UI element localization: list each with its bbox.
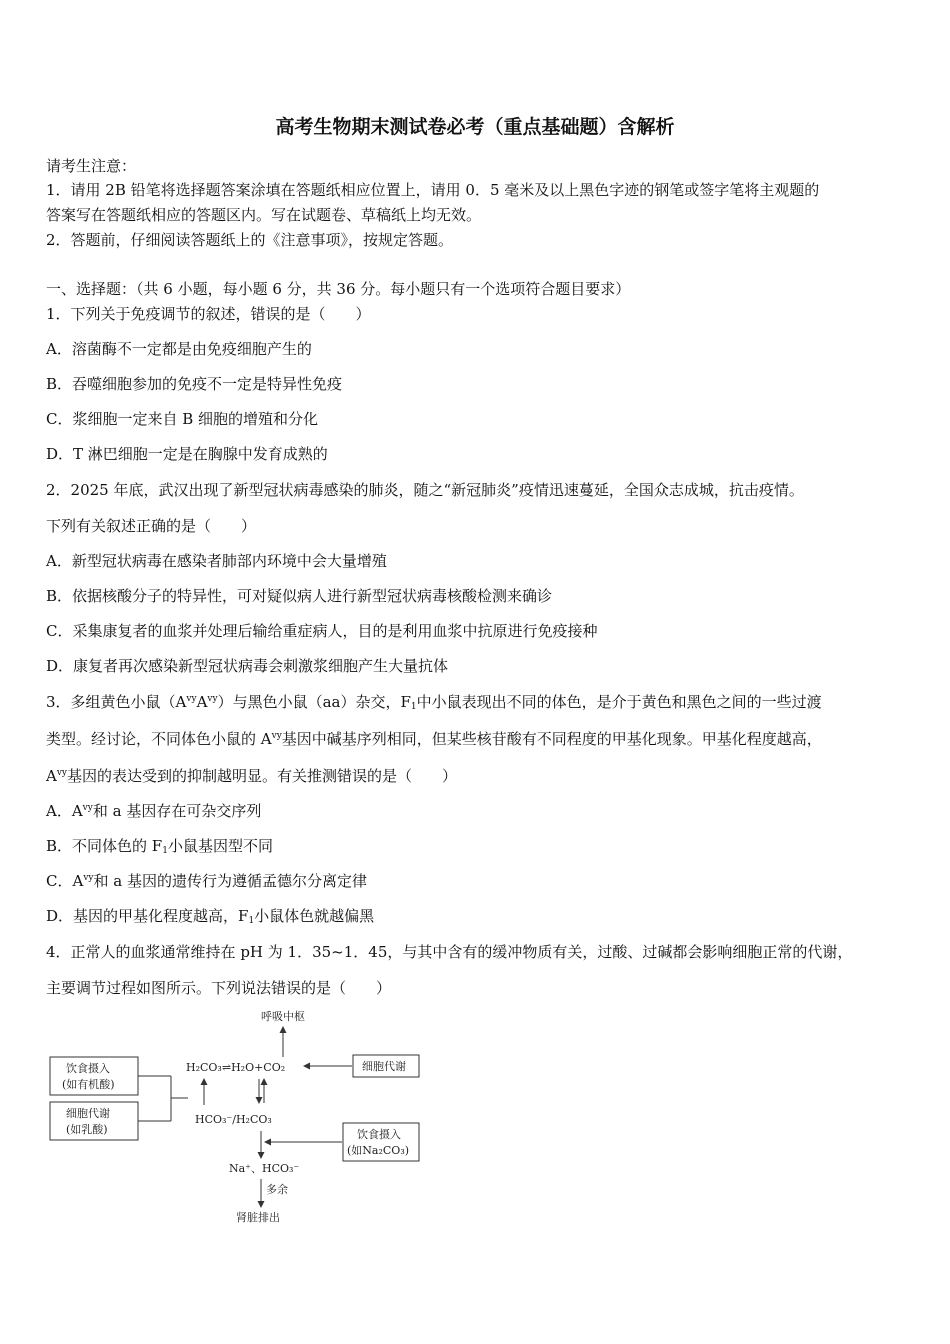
food-intake-left-label-2: (如有机酸) <box>62 1078 115 1091</box>
excess-label: 多余 <box>266 1183 288 1196</box>
page-title: 高考生物期末测试卷必考（重点基础题）含解析 <box>275 116 675 138</box>
q3-option-b: B．不同体色的 $F_1$小鼠基因型不同 <box>46 837 273 856</box>
q3-stem-line-1: 3．多组黄色小鼠$(A^{vy}A^{vy})$与黑色小鼠（aa）杂交，$F_1$中小鼠表现出不同的体色，是介于黄色和黑色之间的一些过渡 <box>46 693 822 712</box>
respiratory-center-label: 呼吸中枢 <box>261 1010 305 1023</box>
q2-stem-b: 下列有关叙述正确的是（ ） <box>46 517 257 535</box>
cell-metabolism-left-label-2: (如乳酸) <box>66 1123 108 1136</box>
section-heading: 一、选择题：（共 6 小题，每小题 6 分，共 36 分。每小题只有一个选项符合题目要求） <box>46 280 631 298</box>
notice-item-1a: 1．请用 2B 铅笔将选择题答案涂填在答题纸相应位置上，请用 0．5 毫米及以上黑色字迹的钢笔或签字笔将主观题的 <box>46 181 820 199</box>
carbonic-acid-equation: H₂CO₃⇌H₂O+CO₂ <box>186 1061 286 1074</box>
q4-stem-b: 主要调节过程如图所示。下列说法错误的是（ ） <box>46 979 392 997</box>
food-intake-right-label-1: 饮食摄入 <box>357 1128 401 1141</box>
q2-option-b: B．依据核酸分子的特异性，可对疑似病人进行新型冠状病毒核酸检测来确诊 <box>46 587 553 605</box>
q3-stem-line-2: 类型。经讨论，不同体色小鼠的 $A^{vy}$基因中碱基序列相同，但某些核苷酸有不同程度的甲基化现象。甲基化程度越高， <box>46 730 822 748</box>
notice-item-2: 2．答题前，仔细阅读答题纸上的《注意事项》，按规定答题。 <box>46 231 454 249</box>
cell-metabolism-right-label: 细胞代谢 <box>362 1060 406 1073</box>
q2-option-c: C．采集康复者的血浆并处理后输给重症病人，目的是利用血浆中抗原进行免疫接种 <box>46 622 598 640</box>
food-intake-left-label-1: 饮食摄入 <box>66 1062 110 1075</box>
q2-option-a: A．新型冠状病毒在感染者肺部内环境中会大量增殖 <box>46 552 387 570</box>
kidney-excretion-label: 肾脏排出 <box>236 1211 280 1224</box>
q2-option-d: D．康复者再次感染新型冠状病毒会刺激浆细胞产生大量抗体 <box>46 657 449 675</box>
notice-item-1b: 答案写在答题纸相应的答题区内。写在试题卷、草稿纸上均无效。 <box>46 206 482 224</box>
q1-option-c: C．浆细胞一定来自 B 细胞的增殖和分化 <box>46 410 319 428</box>
q3-stem-line-3: $A^{vy}$基因的表达受到的抑制越明显。有关推测错误的是（ ） <box>46 767 458 785</box>
q1-stem: 1．下列关于免疫调节的叙述，错误的是（ ） <box>46 305 371 323</box>
q3-option-c: C．$A^{vy}$和 a 基因的遗传行为遵循孟德尔分离定律 <box>46 872 367 890</box>
ions-label: Na⁺、HCO₃⁻ <box>229 1162 300 1175</box>
q3-option-d: D．基因的甲基化程度越高，$F_1$小鼠体色就越偏黑 <box>46 907 375 926</box>
q2-stem-a: 2．2025 年底，武汉出现了新型冠状病毒感染的肺炎，随之“新冠肺炎”疫情迅速蔓延，全国众志成城，抗击疫情。 <box>46 481 804 499</box>
food-intake-right-label-2: (如Na₂CO₃) <box>347 1144 410 1157</box>
q1-option-d: D．T 淋巴细胞一定是在胸腺中发育成熟的 <box>46 445 328 463</box>
buffer-pair-label: HCO₃⁻/H₂CO₃ <box>195 1113 272 1126</box>
q1-option-a: A．溶菌酶不一定都是由免疫细胞产生的 <box>46 340 312 358</box>
cell-metabolism-left-label-1: 细胞代谢 <box>66 1107 110 1120</box>
notice-heading: 请考生注意： <box>46 157 137 175</box>
q3-option-a: A．$A^{vy}$和 a 基因存在可杂交序列 <box>46 802 262 820</box>
q1-option-b: B．吞噬细胞参加的免疫不一定是特异性免疫 <box>46 375 343 393</box>
ph-regulation-diagram <box>46 1005 426 1230</box>
q4-stem-a: 4．正常人的血浆通常维持在 pH 为 1．35~1．45，与其中含有的缓冲物质有关，过酸、过碱都会影响细胞正常的代谢， <box>46 943 853 961</box>
